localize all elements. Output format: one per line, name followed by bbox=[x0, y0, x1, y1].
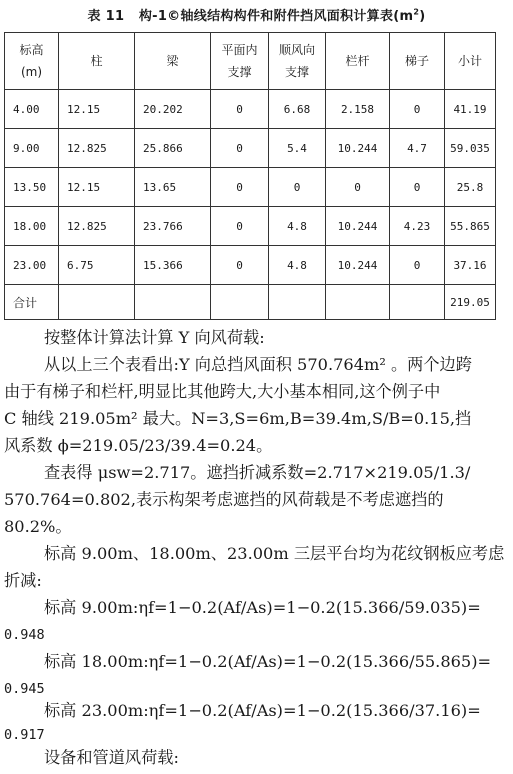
cell: 13.50 bbox=[5, 168, 59, 207]
cell: 12.15 bbox=[59, 90, 135, 129]
cell: 4.00 bbox=[5, 90, 59, 129]
paragraph-shielding-2: 570.764=0.802,表示构架考虑遮挡的风荷载是不考虑遮挡的 bbox=[4, 490, 444, 509]
cell: 10.244 bbox=[326, 207, 390, 246]
cell: 4.23 bbox=[390, 207, 445, 246]
cell: 0 bbox=[269, 168, 326, 207]
formula-9m-result: 0.948 bbox=[4, 627, 45, 643]
cell: 0 bbox=[211, 129, 269, 168]
cell: 25.8 bbox=[445, 168, 496, 207]
paragraph-total-area-3: C 轴线 219.05m² 最大。N=3,S=6m,B=39.4m,S/B=0.15,挡 bbox=[4, 409, 472, 428]
paragraph-total-area-4: 风系数 ϕ=219.05/23/39.4=0.24。 bbox=[4, 436, 273, 455]
cell: 59.035 bbox=[445, 129, 496, 168]
cell: 12.825 bbox=[59, 129, 135, 168]
unit-exponent: 2 bbox=[413, 7, 420, 17]
header-elevation: 标高 (m) bbox=[5, 33, 59, 90]
header-ladder: 梯子 bbox=[390, 33, 445, 90]
paragraph-total-area-2: 由于有梯子和栏杆,明显比其他跨大,大小基本相同,这个例子中 bbox=[4, 382, 441, 401]
paragraph-shielding-3: 80.2%。 bbox=[4, 517, 72, 536]
paragraph-platforms-2: 折减: bbox=[4, 571, 42, 590]
caption-close: ) bbox=[419, 9, 426, 24]
table-number: 表 11 bbox=[87, 9, 125, 24]
header-column: 柱 bbox=[59, 33, 135, 90]
table-title: 构-1©轴线结构构件和附件挡风面积计算表(m bbox=[138, 9, 414, 24]
cell: 37.16 bbox=[445, 246, 496, 285]
paragraph-method: 按整体计算法计算 Y 向风荷载: bbox=[44, 328, 265, 347]
cell: 18.00 bbox=[5, 207, 59, 246]
table-row bbox=[5, 90, 496, 129]
cell bbox=[59, 285, 135, 320]
cell-total-label: 合计 bbox=[5, 285, 59, 320]
cell bbox=[135, 285, 211, 320]
cell: 0 bbox=[390, 90, 445, 129]
cell: 41.19 bbox=[445, 90, 496, 129]
cell: 0 bbox=[211, 207, 269, 246]
cell: 4.8 bbox=[269, 246, 326, 285]
cell: 5.4 bbox=[269, 129, 326, 168]
cell: 23.766 bbox=[135, 207, 211, 246]
cell: 13.65 bbox=[135, 168, 211, 207]
cell: 0 bbox=[390, 246, 445, 285]
formula-18m-result: 0.945 bbox=[4, 681, 45, 697]
paragraph-shielding-1: 查表得 μsw=2.717。遮挡折减系数=2.717×219.05/1.3/ bbox=[44, 463, 471, 482]
table-row bbox=[5, 129, 496, 168]
table-row bbox=[5, 246, 496, 285]
cell: 15.366 bbox=[135, 246, 211, 285]
cell: 0 bbox=[211, 168, 269, 207]
formula-23m-result: 0.917 bbox=[4, 727, 45, 743]
cell: 10.244 bbox=[326, 129, 390, 168]
paragraph-total-area-1: 从以上三个表看出:Y 向总挡风面积 570.764m² 。两个边跨 bbox=[44, 355, 472, 374]
header-inplane-brace: 平面内 支撑 bbox=[211, 33, 269, 90]
cell: 0 bbox=[211, 246, 269, 285]
cell: 20.202 bbox=[135, 90, 211, 129]
cell: 0 bbox=[211, 90, 269, 129]
header-railing: 栏杆 bbox=[326, 33, 390, 90]
cell: 12.15 bbox=[59, 168, 135, 207]
cell bbox=[211, 285, 269, 320]
table-total-row bbox=[5, 285, 496, 320]
paragraph-platforms-1: 标高 9.00m、18.00m、23.00m 三层平台均为花纹钢板应考虑 bbox=[44, 544, 505, 563]
cell: 55.865 bbox=[445, 207, 496, 246]
formula-9m: 标高 9.00m:ηf=1−0.2(Af/As)=1−0.2(15.366/59.035)= bbox=[44, 598, 481, 617]
cell bbox=[326, 285, 390, 320]
formula-23m: 标高 23.00m:ηf=1−0.2(Af/As)=1−0.2(15.366/37.16)= bbox=[44, 701, 481, 720]
cell-total-value: 219.05 bbox=[445, 285, 496, 320]
table-caption bbox=[0, 5, 513, 24]
cell: 9.00 bbox=[5, 129, 59, 168]
cell: 6.75 bbox=[59, 246, 135, 285]
table-header-row bbox=[5, 33, 496, 90]
header-subtotal: 小计 bbox=[445, 33, 496, 90]
cell: 2.158 bbox=[326, 90, 390, 129]
cell bbox=[390, 285, 445, 320]
header-downwind-brace: 顺风向 支撑 bbox=[269, 33, 326, 90]
cell: 12.825 bbox=[59, 207, 135, 246]
cell bbox=[269, 285, 326, 320]
cell: 4.8 bbox=[269, 207, 326, 246]
cell: 10.244 bbox=[326, 246, 390, 285]
formula-18m: 标高 18.00m:ηf=1−0.2(Af/As)=1−0.2(15.366/55.865)= bbox=[44, 652, 492, 671]
cell: 6.68 bbox=[269, 90, 326, 129]
table-row bbox=[5, 207, 496, 246]
cell: 4.7 bbox=[390, 129, 445, 168]
paragraph-equipment: 设备和管道风荷载: bbox=[44, 748, 179, 767]
cell: 23.00 bbox=[5, 246, 59, 285]
cell: 0 bbox=[390, 168, 445, 207]
cell: 0 bbox=[326, 168, 390, 207]
wind-area-table bbox=[4, 32, 496, 320]
table-row bbox=[5, 168, 496, 207]
cell: 25.866 bbox=[135, 129, 211, 168]
header-beam: 梁 bbox=[135, 33, 211, 90]
